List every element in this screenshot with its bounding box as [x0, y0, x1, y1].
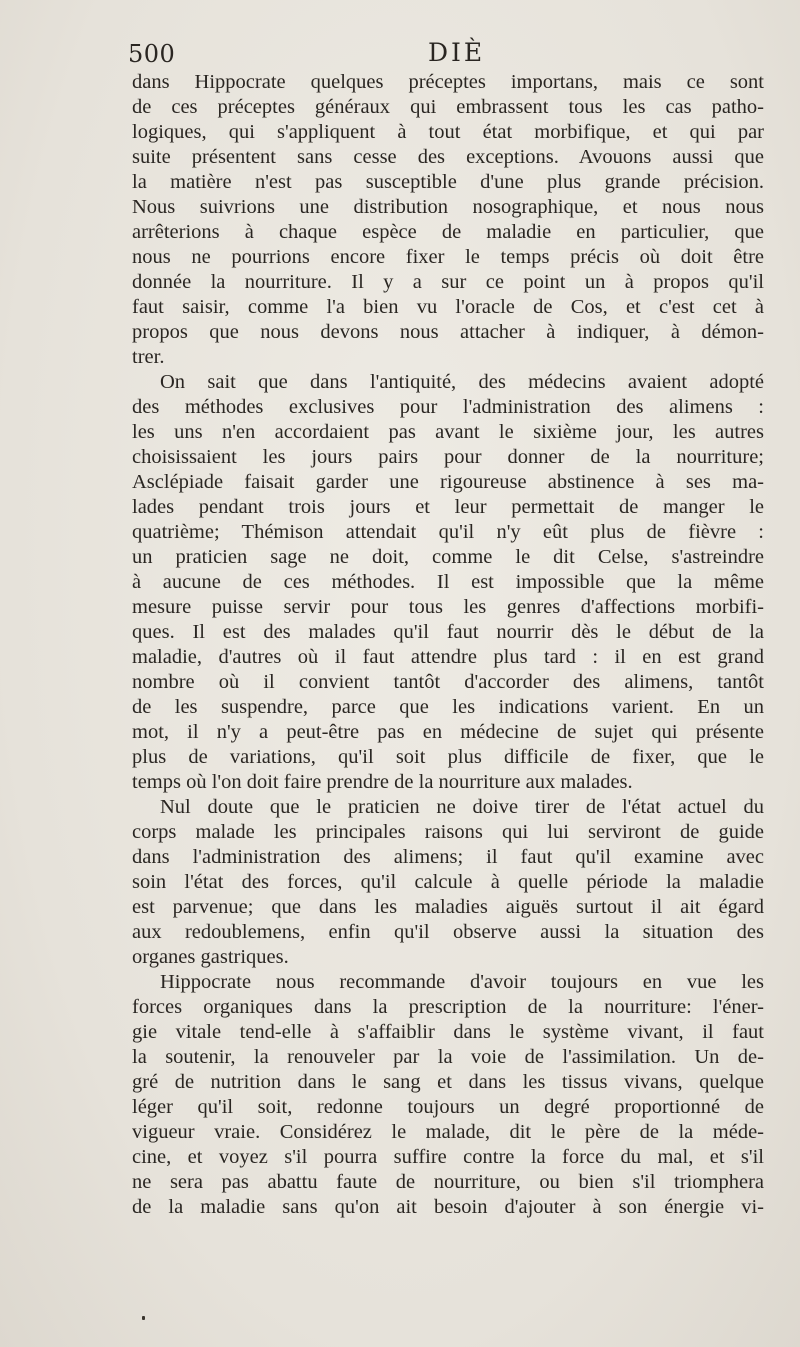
text-line: maladie, d'autres où il faut attendre plus tard : il en est grand [132, 646, 764, 668]
text-line: vigueur vraie. Considérez le malade, dit le père de la méde- [132, 1121, 764, 1143]
text-line: Asclépiade faisait garder une rigoureuse abstinence à ses ma- [132, 471, 764, 493]
text-line: gie vitale tend-elle à s'affaiblir dans le système vivant, il faut [132, 1021, 764, 1043]
text-line: nous ne pourrions encore fixer le temps précis où doit être [132, 246, 764, 268]
text-line: Nous suivrions une distribution nosographique, et nous nous [132, 196, 764, 218]
text-line: est parvenue; que dans les maladies aiguës surtout il ait égard [132, 896, 764, 918]
page-number: 500 [128, 40, 176, 68]
text-line: On sait que dans l'antiquité, des médecins avaient adopté [160, 371, 764, 393]
text-line: nombre où il convient tantôt d'accorder des alimens, tantôt [132, 671, 764, 693]
body-text [132, 70, 764, 1220]
text-line: mesure puisse servir pour tous les genres d'affections morbifi- [132, 596, 764, 618]
text-line: gré de nutrition dans le sang et dans les tissus vivans, quelque [132, 1071, 764, 1093]
text-line: la matière n'est pas susceptible d'une plus grande précision. [132, 171, 764, 193]
text-line: dans l'administration des alimens; il faut qu'il examine avec [132, 846, 764, 868]
text-line: de les suspendre, parce que les indications varient. En un [132, 696, 764, 718]
text-line: forces organiques dans la prescription de la nourriture: l'éner- [132, 996, 764, 1018]
ink-speck [142, 1316, 145, 1320]
text-line: temps où l'on doit faire prendre de la nourriture aux malades. [132, 771, 633, 793]
text-line: de ces préceptes généraux qui embrassent tous les cas patho- [132, 96, 764, 118]
text-line: ne sera pas abattu faute de nourriture, ou bien s'il triomphera [132, 1171, 764, 1193]
text-line: léger qu'il soit, redonne toujours un degré proportionné de [132, 1096, 764, 1118]
text-line: mot, il n'y a peut-être pas en médecine de sujet qui présente [132, 721, 764, 743]
paragraph-1 [132, 70, 764, 370]
text-line: de la maladie sans qu'on ait besoin d'ajouter à son énergie vi- [132, 1196, 764, 1218]
text-line: trer. [132, 346, 165, 368]
text-line: des méthodes exclusives pour l'administration des alimens : [132, 396, 764, 418]
paragraph-4 [132, 970, 764, 1220]
text-line: suite présentent sans cesse des exceptions. Avouons aussi que [132, 146, 764, 168]
text-line: aux redoublemens, enfin qu'il observe aussi la situation des [132, 921, 764, 943]
text-line: arrêterions à chaque espèce de maladie en particulier, que [132, 221, 764, 243]
running-head: DIÈ [428, 38, 486, 67]
text-line: logiques, qui s'appliquent à tout état morbifique, et qui par [132, 121, 764, 143]
text-line: cine, et voyez s'il pourra suffire contre la force du mal, et s'il [132, 1146, 764, 1168]
text-line: corps malade les principales raisons qui lui serviront de guide [132, 821, 764, 843]
text-line: donnée la nourriture. Il y a sur ce point un à propos qu'il [132, 271, 764, 293]
paragraph-3 [132, 795, 764, 970]
text-line: plus de variations, qu'il soit plus difficile de fixer, que le [132, 746, 764, 768]
text-line: soin l'état des forces, qu'il calcule à quelle période la maladie [132, 871, 764, 893]
text-line: choisissaient les jours pairs pour donner de la nourriture; [132, 446, 764, 468]
text-line: un praticien sage ne doit, comme le dit Celse, s'astreindre [132, 546, 764, 568]
text-line: propos que nous devons nous attacher à indiquer, à démon- [132, 321, 764, 343]
text-line: les uns n'en accordaient pas avant le sixième jour, les autres [132, 421, 764, 443]
text-line: Nul doute que le praticien ne doive tirer de l'état actuel du [160, 796, 764, 818]
text-line: dans Hippocrate quelques préceptes importans, mais ce sont [132, 71, 764, 93]
text-line: faut saisir, comme l'a bien vu l'oracle de Cos, et c'est cet à [132, 296, 764, 318]
text-line: quatrième; Thémison attendait qu'il n'y eût plus de fièvre : [132, 521, 764, 543]
text-line: Hippocrate nous recommande d'avoir toujours en vue les [160, 971, 764, 993]
page-header [128, 34, 768, 74]
text-line: organes gastriques. [132, 946, 289, 968]
text-line: à aucune de ces méthodes. Il est impossible que la même [132, 571, 764, 593]
text-line: la soutenir, la renouveler par la voie de l'assimilation. Un de- [132, 1046, 764, 1068]
paragraph-2 [132, 370, 764, 795]
text-line: lades pendant trois jours et leur permettait de manger le [132, 496, 764, 518]
text-line: ques. Il est des malades qu'il faut nourrir dès le début de la [132, 621, 764, 643]
